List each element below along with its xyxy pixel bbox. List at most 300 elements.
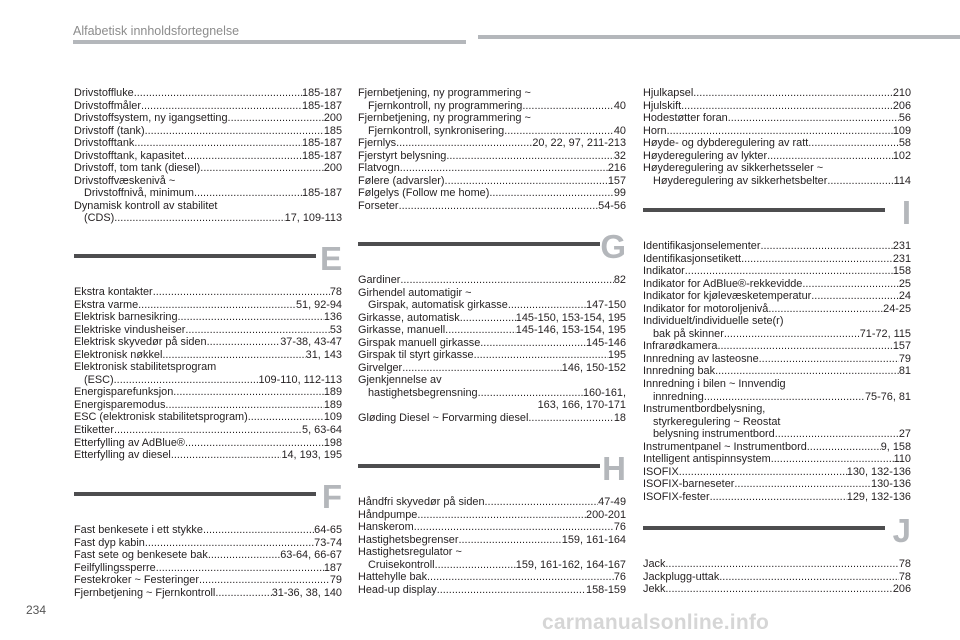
section-header-f	[74, 478, 342, 524]
dot-leader	[734, 478, 871, 491]
index-entry	[74, 411, 342, 424]
section-header-h	[358, 450, 626, 496]
entry-term: Dynamisk kontroll av stabilitet	[74, 199, 218, 212]
entry-term: Energisparefunksjon	[74, 386, 174, 399]
index-entry	[358, 175, 626, 188]
dot-leader	[741, 253, 893, 266]
entry-term: Drivstoffluke	[74, 87, 134, 99]
index-entry	[74, 212, 342, 225]
entry-pages: 32	[613, 149, 626, 162]
dot-leader	[679, 466, 847, 479]
dot-leader	[478, 387, 583, 400]
entry-pages: 71-72, 115	[859, 327, 911, 340]
entry-list	[358, 87, 626, 212]
entry-term: Girspak manuell girkasse	[358, 336, 481, 349]
index-entry	[74, 125, 342, 138]
index-entry	[358, 496, 626, 509]
entry-pages: 24	[898, 290, 911, 303]
dot-leader	[771, 453, 894, 466]
index-entry	[358, 274, 626, 287]
entry-list	[358, 274, 626, 425]
entry-pages: 14, 193, 195	[281, 449, 342, 462]
entry-pages: 109	[892, 124, 911, 137]
entry-list	[358, 496, 626, 596]
entry-term: Hjulskift	[643, 99, 682, 112]
entry-term: Hastighetsregulator ~	[358, 546, 462, 559]
dot-leader	[811, 290, 899, 303]
entry-term: Fjernbetjening, ny programmering ~	[358, 112, 531, 125]
dot-leader	[693, 87, 893, 100]
dot-leader	[114, 374, 259, 387]
entry-term: Hastighetsbegrenser	[358, 533, 459, 546]
entry-pages: 163, 166, 170-171	[537, 399, 626, 412]
header-title: Alfabetisk innholdsfortegnelse	[73, 24, 240, 38]
entry-term: Elektrisk barnesikring	[74, 311, 178, 324]
index-entry	[358, 87, 626, 100]
dot-leader	[446, 150, 614, 163]
dot-leader	[402, 362, 562, 375]
entry-term: Høyde- og dybderegulering av ratt	[643, 137, 809, 150]
dot-leader	[138, 299, 296, 312]
entry-term: Ekstra kontakter	[74, 286, 153, 298]
index-entry	[74, 449, 342, 462]
entry-pages: 185	[323, 124, 342, 137]
index-entry	[643, 265, 911, 278]
entry-pages: 231	[892, 240, 911, 252]
entry-term: Elektriske vindusheiser	[74, 323, 186, 336]
entry-pages: 129, 132-136	[846, 490, 911, 503]
entry-pages: 159, 161-164	[561, 533, 626, 546]
entry-pages: 145-146	[586, 336, 626, 349]
entry-term: Etiketter	[74, 424, 114, 437]
index-entry	[643, 441, 911, 454]
dot-leader	[215, 587, 271, 600]
dot-leader	[134, 87, 302, 100]
entry-term: Jekk	[643, 583, 666, 596]
index-entry	[643, 583, 911, 596]
index-entry	[643, 162, 911, 175]
entry-pages: 145-146, 153-154, 195	[515, 324, 626, 337]
entry-term: Identifikasjonsetikett	[643, 252, 742, 265]
entry-pages: 157	[607, 174, 626, 187]
dot-leader	[437, 584, 586, 597]
entry-term: belysning instrumentbord	[653, 428, 775, 441]
entry-term: Fjernbetjening ~ Fjernkontroll	[74, 586, 216, 599]
index-entry	[74, 137, 342, 150]
index-entry	[358, 312, 626, 325]
index-entry	[358, 324, 626, 337]
index-entry	[74, 162, 342, 175]
section-letter: J	[892, 512, 911, 549]
entry-term: Hodestøtter foran	[643, 112, 728, 125]
entry-term: Girhendel automatigir ~	[358, 286, 472, 299]
dot-leader	[427, 571, 614, 584]
entry-list	[74, 286, 342, 462]
entry-term: Energisparemodus	[74, 398, 166, 411]
entry-pages: 63-64, 66-67	[280, 549, 342, 562]
entry-term: Hjulkapsel	[643, 87, 694, 99]
entry-term: Feilfyllingssperre	[74, 561, 156, 574]
index-entry	[74, 311, 342, 324]
index-entry	[643, 428, 911, 441]
index-entry	[643, 125, 911, 138]
index-entry	[358, 287, 626, 300]
entry-term: Drivstoff (tank)	[74, 124, 145, 137]
dot-leader	[208, 549, 280, 562]
entry-list	[643, 87, 911, 187]
index-entry	[643, 100, 911, 113]
entry-term: Håndfri skyvedør på siden	[358, 496, 485, 508]
entry-term: Gjenkjennelse av	[358, 374, 442, 387]
index-entry	[643, 365, 911, 378]
entry-pages: 99	[613, 187, 626, 200]
index-entry	[358, 584, 626, 597]
index-entry	[643, 466, 911, 479]
page-number: 234	[26, 603, 47, 617]
index-entry	[643, 137, 911, 150]
dot-leader	[435, 559, 516, 572]
section-letter: F	[321, 478, 342, 515]
dot-leader	[114, 424, 302, 437]
entry-pages: 79	[329, 574, 342, 587]
entry-term: Girspak til styrt girkasse	[358, 349, 474, 362]
entry-pages: 157	[892, 340, 911, 353]
entry-term: ESC (elektronisk stabilitetsprogram)	[74, 411, 248, 424]
index-entry	[643, 378, 911, 391]
section-divider	[358, 464, 600, 468]
dot-leader	[145, 125, 324, 138]
entry-pages: 25	[898, 277, 911, 290]
index-entry	[358, 571, 626, 584]
entry-term: Instrumentbordbelysning,	[643, 403, 766, 416]
dot-leader	[200, 162, 324, 175]
index-entry	[74, 200, 342, 213]
dot-leader	[807, 441, 881, 454]
entry-term: Drivstofftank	[74, 137, 135, 150]
section-e	[74, 240, 342, 462]
index-entry	[358, 374, 626, 387]
entry-pages: 40	[613, 124, 626, 137]
dot-leader	[802, 278, 899, 291]
dot-leader	[759, 353, 899, 366]
entry-term: Elektronisk stabilitetsprogram	[74, 361, 217, 374]
dot-leader	[704, 391, 865, 404]
dot-leader	[185, 437, 324, 450]
section-header-j	[643, 512, 911, 558]
dot-leader	[480, 337, 586, 350]
dot-leader	[184, 150, 302, 163]
entry-term: Fast dyp kabin	[74, 536, 145, 549]
header-divider-left	[73, 40, 466, 44]
dot-leader	[528, 412, 613, 425]
section-header-e	[74, 240, 342, 286]
entry-pages: 76	[613, 571, 626, 584]
entry-term: Innredning i bilen ~ Innvendig	[643, 378, 786, 391]
entry-term: Identifikasjonselementer	[643, 240, 761, 252]
dot-leader	[145, 537, 314, 550]
dot-leader	[417, 509, 586, 522]
section-letter: I	[901, 194, 911, 231]
index-entry	[643, 290, 911, 303]
entry-pages: 5, 63-64	[302, 424, 342, 437]
entry-list	[643, 558, 911, 596]
section-j	[643, 512, 911, 596]
entry-term: Horn	[643, 124, 667, 137]
entry-term: Jackplugg-uttak	[643, 570, 720, 583]
index-entry	[74, 324, 342, 337]
index-entry	[643, 558, 911, 571]
entry-pages: 145-150, 153-154, 195	[515, 311, 626, 324]
dot-leader	[414, 521, 614, 534]
index-column-2	[358, 87, 626, 212]
dot-leader	[396, 137, 532, 150]
entry-term: Håndpumpe	[358, 508, 418, 521]
entry-term: Gløding Diesel ~ Forvarming diesel	[358, 412, 529, 425]
entry-pages: 40	[613, 99, 626, 112]
entry-pages: 114	[893, 174, 911, 187]
index-entry	[643, 353, 911, 366]
index-entry	[74, 100, 342, 113]
entry-term: Festekroker ~ Festeringer	[74, 574, 199, 587]
entry-pages: 130-136	[871, 478, 911, 491]
entry-term: Girkasse, automatisk	[358, 311, 460, 324]
entry-pages: 189	[323, 386, 342, 399]
dot-leader	[768, 303, 883, 316]
entry-pages: 78	[329, 286, 342, 298]
index-entry	[643, 340, 911, 353]
entry-term: Individuelt/individuelle sete(r)	[643, 315, 784, 328]
entry-pages: 185-187	[302, 187, 342, 200]
entry-term: Gardiner	[358, 274, 401, 286]
entry-term: Girkasse, manuell	[358, 324, 446, 337]
entry-pages: 17, 109-113	[284, 212, 342, 225]
entry-pages: 53	[329, 323, 342, 336]
entry-term: innredning	[653, 390, 704, 403]
index-entry	[643, 240, 911, 253]
dot-leader	[767, 150, 893, 163]
section-divider	[74, 254, 316, 258]
dot-leader	[717, 340, 892, 353]
dot-leader	[508, 299, 586, 312]
entry-pages: 31, 143	[305, 348, 342, 361]
index-entry	[358, 399, 626, 412]
entry-term: Drivstoff, tom tank (diesel)	[74, 162, 201, 175]
dot-leader	[485, 496, 599, 509]
entry-pages: 109	[323, 411, 342, 424]
entry-term: Ekstra varme	[74, 298, 139, 311]
entry-term: Elektrisk skyvedør på siden	[74, 336, 207, 349]
entry-pages: 210	[892, 87, 911, 99]
entry-term: Følgelys (Follow me home)	[358, 187, 490, 200]
entry-pages: 200	[323, 162, 342, 175]
entry-pages: 185-187	[302, 137, 342, 150]
index-column-3	[643, 87, 911, 187]
section-letter: E	[319, 240, 342, 277]
index-entry	[643, 253, 911, 266]
dot-leader	[153, 286, 330, 299]
entry-list	[643, 240, 911, 503]
dot-leader	[165, 399, 323, 412]
index-entry	[74, 549, 342, 562]
entry-term: Elektronisk nøkkel	[74, 348, 163, 361]
index-entry	[643, 478, 911, 491]
entry-term: Fjernbetjening, ny programmering ~	[358, 87, 531, 99]
dot-leader	[459, 534, 562, 547]
index-entry	[74, 374, 342, 387]
dot-leader	[522, 100, 614, 113]
dot-leader	[681, 100, 893, 113]
dot-leader	[173, 386, 324, 399]
dot-leader	[156, 562, 324, 575]
index-entry	[74, 524, 342, 537]
entry-pages: 200-201	[586, 508, 626, 521]
entry-pages: 82	[613, 274, 626, 286]
entry-pages: 64-65	[314, 524, 342, 536]
section-g	[358, 228, 626, 425]
entry-pages: 189	[323, 398, 342, 411]
entry-pages: 187	[323, 561, 342, 574]
entry-term: Indikator for kjølevæsketemperatur	[643, 290, 812, 303]
entry-pages: 109-110, 112-113	[258, 373, 342, 386]
index-entry	[643, 87, 911, 100]
index-entry	[74, 562, 342, 575]
index-entry	[643, 278, 911, 291]
index-entry	[74, 299, 342, 312]
index-entry	[358, 162, 626, 175]
dot-leader	[719, 571, 899, 584]
index-entry	[643, 175, 911, 188]
entry-term: ISOFIX	[643, 465, 679, 478]
index-entry	[358, 412, 626, 425]
entry-pages: 206	[892, 99, 911, 112]
entry-term: Head-up display	[358, 583, 437, 596]
dot-leader	[134, 137, 302, 150]
entry-pages: 76	[613, 521, 626, 534]
entry-term: Høyderegulering av sikkerhetsseler ~	[643, 162, 824, 175]
dot-leader	[162, 349, 305, 362]
entry-pages: 73-74	[314, 536, 342, 549]
dot-leader	[808, 137, 899, 150]
index-entry	[358, 100, 626, 113]
header-divider-right	[478, 35, 960, 39]
index-entry	[358, 521, 626, 534]
index-entry	[358, 337, 626, 350]
dot-leader	[445, 324, 516, 337]
index-entry	[74, 587, 342, 600]
entry-pages: 18	[613, 412, 626, 425]
entry-term: Fjernlys	[358, 137, 397, 150]
entry-term: (CDS)	[84, 212, 115, 225]
dot-leader	[400, 162, 608, 175]
dot-leader	[775, 428, 899, 441]
section-i	[643, 194, 911, 503]
index-entry	[643, 315, 911, 328]
entry-pages: 9, 158	[880, 440, 911, 453]
entry-pages: 198	[323, 436, 342, 449]
index-entry	[643, 328, 911, 341]
dot-leader	[715, 365, 899, 378]
section-f	[74, 478, 342, 599]
entry-term: Drivstoffmåler	[74, 99, 141, 112]
section-letter: G	[600, 228, 626, 265]
index-entry	[358, 546, 626, 559]
section-divider	[643, 208, 885, 212]
dot-leader	[665, 558, 898, 571]
entry-term: Indikator	[643, 265, 685, 278]
entry-term: bak på skinner	[653, 327, 724, 340]
entry-term: ISOFIX-barneseter	[643, 478, 735, 491]
index-entry	[358, 349, 626, 362]
entry-pages: 24-25	[883, 302, 911, 315]
index-entry	[358, 187, 626, 200]
index-entry	[74, 112, 342, 125]
entry-list	[74, 87, 342, 225]
index-entry	[74, 187, 342, 200]
entry-pages: 185-187	[302, 87, 342, 99]
index-entry	[643, 391, 911, 404]
dot-leader	[207, 336, 281, 349]
entry-term: ISOFIX-fester	[643, 490, 710, 503]
dot-leader	[474, 349, 608, 362]
dot-leader	[710, 491, 847, 504]
index-entry	[358, 200, 626, 213]
entry-term: Girspak, automatisk girkasse	[368, 299, 508, 312]
entry-pages: 37-38, 43-47	[280, 336, 342, 349]
dot-leader	[489, 187, 614, 200]
entry-term: Drivstoffvæskenivå ~	[74, 174, 176, 187]
dot-leader	[199, 574, 330, 587]
entry-term: Jack	[643, 558, 666, 570]
index-entry	[74, 150, 342, 163]
entry-term: Indikator for AdBlue®-rekkevidde	[643, 277, 803, 290]
entry-pages: 160-161,	[583, 386, 626, 399]
entry-pages: 158-159	[586, 583, 626, 596]
entry-pages: 81	[898, 365, 911, 378]
entry-pages: 159, 161-162, 164-167	[515, 558, 626, 571]
entry-pages: 54-56	[598, 199, 626, 212]
index-entry	[358, 150, 626, 163]
entry-term: Fjerstyrt belysning	[358, 149, 447, 162]
entry-term: Høyderegulering av sikkerhetsbelter	[653, 174, 828, 187]
dot-leader	[728, 112, 899, 125]
index-entry	[74, 399, 342, 412]
entry-pages: 51, 92-94	[295, 298, 342, 311]
entry-pages: 200	[323, 112, 342, 125]
entry-term: styrkeregulering ~ Reostat	[653, 415, 781, 428]
entry-pages: 47-49	[598, 496, 626, 508]
index-entry	[643, 571, 911, 584]
index-entry	[643, 303, 911, 316]
index-entry	[358, 299, 626, 312]
dot-leader	[399, 200, 599, 213]
entry-pages: 185-187	[302, 99, 342, 112]
entry-list	[74, 524, 342, 599]
entry-pages: 27	[898, 428, 911, 441]
dot-leader	[667, 125, 893, 138]
entry-term: Fjernkontroll, synkronisering	[368, 124, 505, 137]
entry-pages: 146, 150-152	[561, 361, 626, 374]
entry-pages: 231	[892, 252, 911, 265]
entry-pages: 78	[898, 570, 911, 583]
entry-pages: 136	[323, 311, 342, 324]
section-divider	[74, 492, 316, 496]
section-divider	[358, 242, 600, 246]
entry-pages: 216	[607, 162, 626, 175]
index-entry	[358, 559, 626, 572]
entry-term: Indikator for motoroljenivå	[643, 302, 769, 315]
section-header-i	[643, 194, 911, 240]
index-entry	[643, 416, 911, 429]
